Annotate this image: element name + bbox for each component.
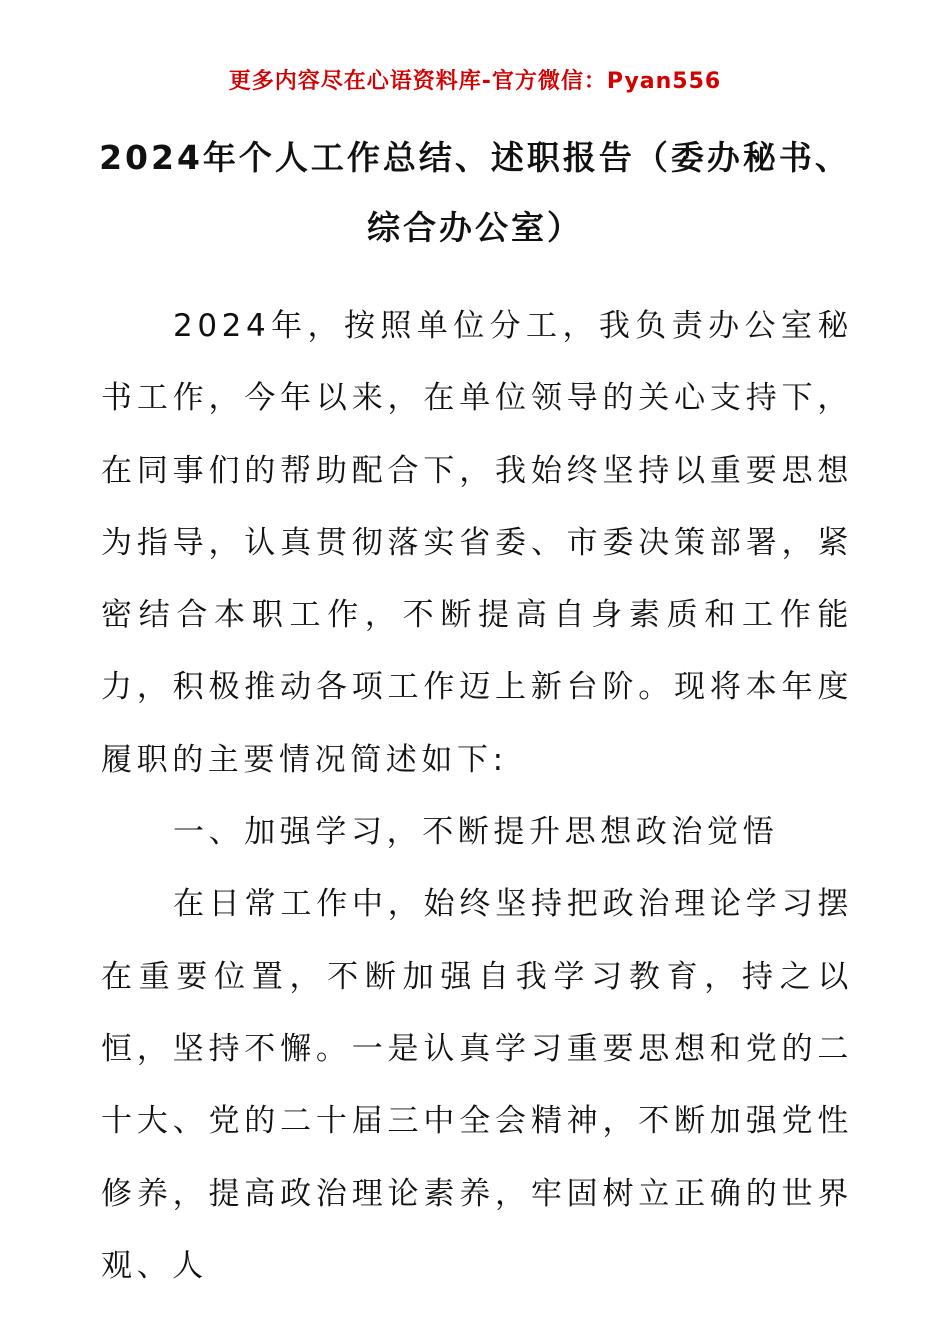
intro-paragraph: 2024年，按照单位分工，我负责办公室秘书工作，今年以来，在单位领导的关心支持下，在同事们的帮助配合下，我始终坚持以重要思想为指导，认真贯彻落实省委、市委决策部署，紧密结合本职工作，不断提高自身素质和工作能力，积极推动各项工作迈上新台阶。现将本年度履职的主要情况简述如下: — [101, 308, 853, 778]
document-title-line-1: 2024年个人工作总结、述职报告（委办秘书、 — [99, 138, 851, 177]
document-body — [101, 290, 853, 1302]
document-title-line-2: 综合办公室） — [367, 208, 583, 247]
promo-header: 更多内容尽在心语资料库-官方微信：Pyan556 — [228, 69, 722, 94]
section-heading-1: 一、加强学习，不断提升思想政治觉悟 — [173, 814, 779, 851]
section-1-paragraph: 在日常工作中，始终坚持把政治理论学习摆在重要位置，不断加强自我学习教育，持之以恒，坚持不懈。一是认真学习重要思想和党的二十大、党的二十届三中全会精神，不断加强党性修养，提高政治理论素养，牢固树立正确的世界观、人 — [101, 886, 853, 1284]
